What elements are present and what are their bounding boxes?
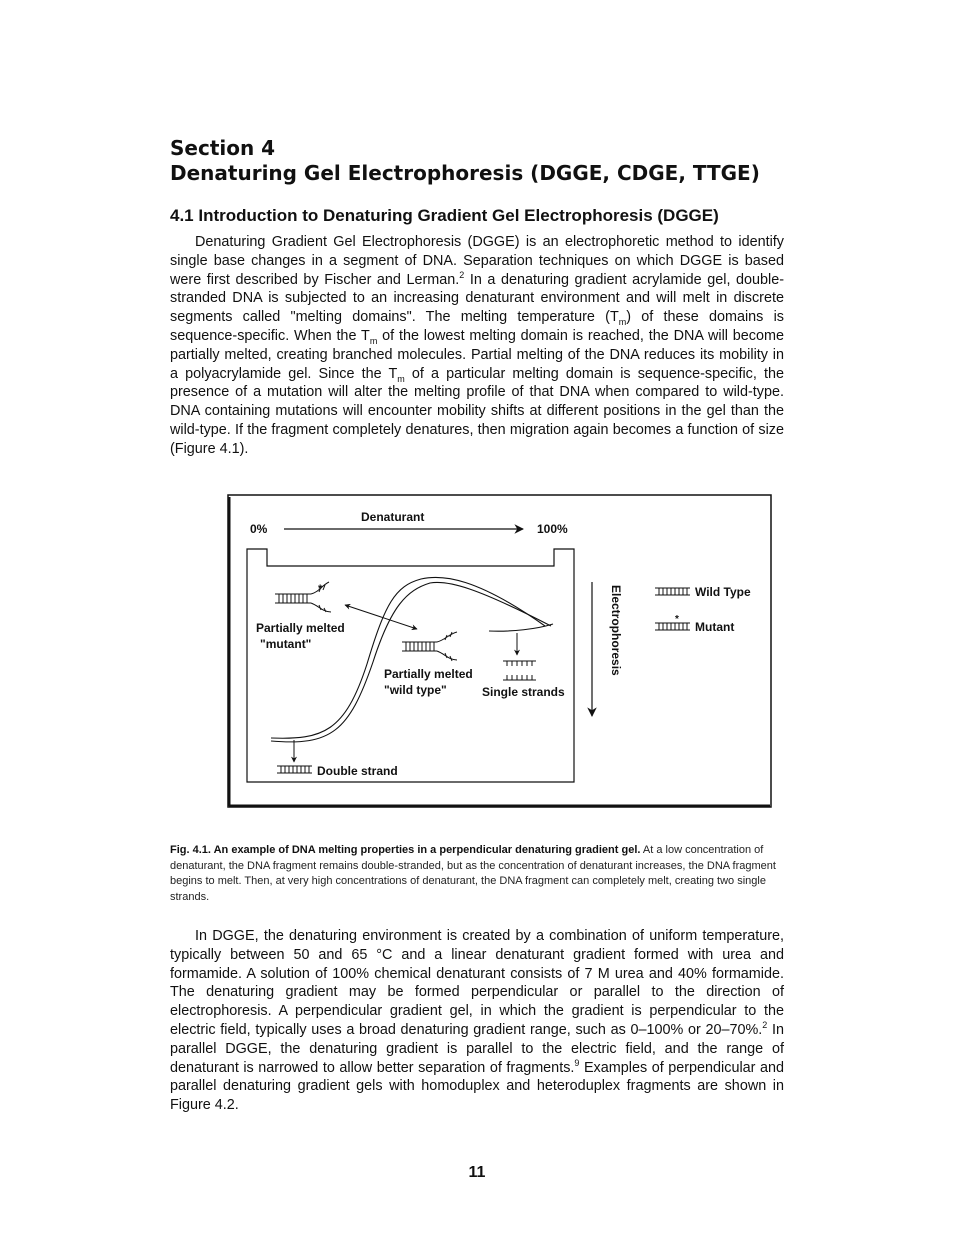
figure-frame [228, 495, 771, 807]
page-number: 11 [468, 1164, 486, 1181]
text-run: of a particular melting domain is sequence-specific, the presence of a mutation will alter the melting profile of that DNA when compared to wild-type. DNA containing mutations will encounter mobility shifts at different positions in the gel than the wild-type. If the fragment completely denatures, then migration again becomes a function of size (Figure 4.1). [170, 365, 784, 457]
gel-outline [247, 549, 574, 782]
legend-wild-type-icon [655, 588, 690, 595]
caption-title: Fig. 4.1. An example of DNA melting properties in a perpendicular denaturing gradient gel. [170, 844, 641, 856]
text-run: Denaturing Gradient Gel Electrophoresis (DGGE) is an electrophoretic method to identify single base changes in a segment of DNA. Separation techniques on which DGGE is based were first described by Fischer and Lerman. [170, 234, 784, 288]
double-strand-icon [277, 766, 312, 773]
melting-curve-wild-type [271, 582, 551, 741]
text-run: In DGGE, the denaturing environment is created by a combination of uniform temperature, typically between 50 and 65 °C and a linear denaturant gradient formed with urea and formamide. A solution of 100% chemical denaturant consists of 7 M urea and 40% formamide. The denaturing gradient may be formed perpendicular or parallel to the direction of electrophoresis. A perpendicular gradient gel, in which the gradient is perpendicular to the electric field, typically uses a broad denaturing gradient range, such as 0–100% or 20–70%. [170, 928, 784, 1038]
text-run: ) of these domains is sequence-specific. When the T [170, 309, 785, 344]
intro-paragraph [170, 233, 784, 459]
reference-superscript: 9 [574, 1057, 580, 1068]
hundred-percent-label: 100% [537, 522, 568, 536]
legend-mutant-label: Mutant [695, 620, 735, 634]
denaturant-label: Denaturant [361, 510, 425, 524]
legend-wild-type-label: Wild Type [695, 585, 751, 599]
reference-superscript: 2 [762, 1020, 768, 1031]
electrophoresis-label: Electrophoresis [609, 585, 623, 676]
subsection-title: 4.1 Introduction to Denaturing Gradient Gel Electrophoresis (DGGE) [170, 206, 719, 225]
double-strand-label: Double strand [317, 764, 398, 778]
subscript: m [397, 373, 405, 384]
partially-melted-wild-type-icon [402, 632, 457, 661]
subscript: m [369, 335, 378, 346]
partially-melted-mutant-icon [275, 582, 331, 612]
dgge-paragraph [170, 927, 784, 1115]
section-title: Denaturing Gel Electrophoresis (DGGE, CDGE, TTGE) [170, 161, 760, 185]
section-heading [170, 136, 810, 186]
partial-wt-label-2: "wild type" [384, 683, 447, 697]
text-run: of the lowest melting domain is reached, the DNA will become partially melted, creating branched molecules. Partial melting of the DNA reduces its mobility in a polyacrylamide gel. Since the T [170, 327, 784, 382]
section-number: Section 4 [170, 136, 276, 160]
zero-percent-label: 0% [250, 522, 268, 536]
reference-superscript: 2 [459, 269, 465, 280]
legend-mutant-icon [655, 623, 690, 630]
mobility-shift-arrow [345, 605, 417, 629]
dgge-diagram [227, 494, 772, 808]
single-strands-label: Single strands [482, 685, 565, 699]
partial-mutant-label-2: "mutant" [260, 637, 312, 651]
text-run: In a denaturing gradient acrylamide gel, double-stranded DNA is subjected to an increasing denaturant environment and will melt in discrete segments called "melting domains". The melting temperature (T [170, 271, 785, 326]
single-strands-icon [503, 661, 536, 680]
partial-mutant-label-1: Partially melted [256, 621, 345, 635]
melting-curve-mutant [271, 577, 545, 738]
figure-caption [170, 843, 784, 905]
text-run: In parallel DGGE, the denaturing gradient is parallel to the electric field, and the range of denaturant is narrowed to allow better separation of fragments. [170, 1021, 784, 1076]
figure-4-1 [227, 494, 772, 808]
mutant-star: * [318, 583, 323, 595]
legend-mutant-star: * [675, 614, 679, 625]
caption-text: At a low concentration of denaturant, the DNA fragment remains double-stranded, but as the concentration of denaturant increases, the DNA fragment begins to melt. Then, at very high concentrations of denaturant, the DNA fragment can completely melt, creating two single strands. [170, 844, 776, 903]
text-run: Examples of perpendicular and parallel denaturing gradient gels with homoduplex and heteroduplex fragments are shown in Figure 4.2. [170, 1059, 785, 1114]
partial-wt-label-1: Partially melted [384, 667, 473, 681]
subscript: m [618, 317, 627, 328]
